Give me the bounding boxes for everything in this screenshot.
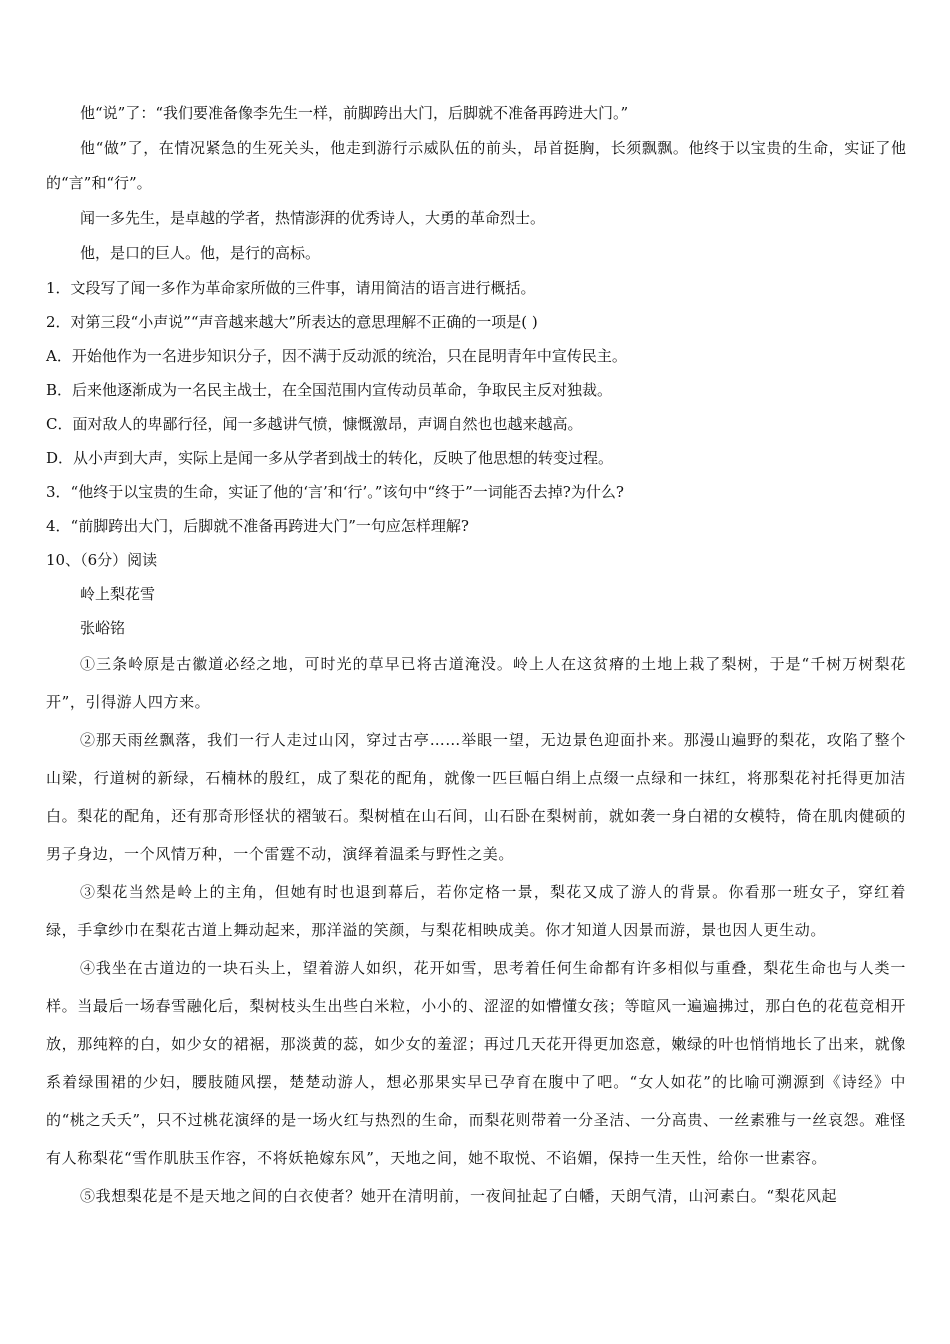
question-3: 3．“他终于以宝贵的生命，实证了他的‘言’和‘行’。”该句中“终于”一词能否去掉?为什么? bbox=[46, 483, 624, 501]
article-author: 张峪铭 bbox=[80, 619, 126, 637]
document-page bbox=[46, 96, 906, 1215]
article-paragraph-4: ④我坐在古道边的一块石头上，望着游人如织，花开如雪，思考着任何生命都有许多相似与重叠，梨花生命也与人类一样。当最后一场春雪融化后，梨树枝头生出些白米粒，小小的、涩涩的如懵懂女孩；等暄风一遍遍拂过，那白色的花苞竞相开放，那纯粹的白，如少女的裙裾，那淡黄的蕊，如少女的羞涩；再过几天花开得更加恣意，嫩绿的叶也悄悄地长了出来，就像系着绿围裙的少妇，腰肢随风摆，楚楚动游人，想必那果实早已孕育在腹中了吧。“女人如花”的比喻可溯源到《诗经》中的“桃之夭夭”，只不过桃花演绎的是一场火红与热烈的生命，而梨花则带着一分圣洁、一分高贵、一丝素雅与一丝哀怨。难怪有人称梨花“雪作肌肤玉作容，不将妖艳嫁东风”，天地之间，她不取悦、不谄媚，保持一生天性，给你一世素容。 bbox=[46, 959, 906, 1167]
article-paragraph-1: ①三条岭原是古徽道必经之地，可时光的草早已将古道淹没。岭上人在这贫瘠的土地上栽了梨树，于是“千树万树梨花开”，引得游人四方来。 bbox=[46, 655, 906, 711]
option-c: C．面对敌人的卑鄙行径，闻一多越讲气愤，慷慨激昂，声调自然也也越来越高。 bbox=[46, 415, 583, 433]
question-4: 4．“前脚跨出大门，后脚就不准备再跨进大门”一句应怎样理解? bbox=[46, 517, 469, 535]
article-paragraph-5: ⑤我想梨花是不是天地之间的白衣使者？她开在清明前，一夜间扯起了白幡，天朗气清，山河素白。“梨花风起 bbox=[80, 1187, 838, 1205]
article-paragraph-3: ③梨花当然是岭上的主角，但她有时也退到幕后，若你定格一景，梨花又成了游人的背景。你看那一班女子，穿红着绿，手拿纱巾在梨花古道上舞动起来，那洋溢的笑颜，与梨花相映成美。你才知道人因景而游，景也因人更生动。 bbox=[46, 883, 906, 939]
text-line-speech: 他“说”了：“我们要准备像李先生一样，前脚跨出大门，后脚就不准备再跨进大门。” bbox=[80, 104, 629, 122]
section-10-header: 10、（6分）阅读 bbox=[46, 551, 158, 569]
option-a: A．开始他作为一名进步知识分子，因不满于反动派的统治，只在昆明青年中宣传民主。 bbox=[46, 347, 627, 365]
question-2: 2．对第三段“小声说”“声音越来越大”所表达的意思理解不正确的一项是( ) bbox=[46, 313, 538, 331]
option-d: D．从小声到大声，实际上是闻一多从学者到战士的转化，反映了他思想的转变过程。 bbox=[46, 449, 614, 467]
option-b: B．后来他逐渐成为一名民主战士，在全国范围内宣传动员革命，争取民主反对独裁。 bbox=[46, 381, 613, 399]
text-line-summary: 闻一多先生，是卓越的学者，热情澎湃的优秀诗人，大勇的革命烈士。 bbox=[80, 209, 546, 227]
text-line-conclusion: 他，是口的巨人。他，是行的高标。 bbox=[80, 244, 321, 262]
question-1: 1．文段写了闻一多作为革命家所做的三件事，请用简洁的语言进行概括。 bbox=[46, 279, 536, 297]
article-title: 岭上梨花雪 bbox=[80, 585, 156, 603]
text-line-action: 他“做”了，在情况紧急的生死关头，他走到游行示威队伍的前头，昂首挺胸，长须飘飘。他终于以宝贵的生命，实证了他的“言”和“行”。 bbox=[46, 139, 906, 192]
article-paragraph-2: ②那天雨丝飘落，我们一行人走过山冈，穿过古亭……举眼一望，无边景色迎面扑来。那漫山遍野的梨花，攻陷了整个山梁，行道树的新绿，石楠林的殷红，成了梨花的配角，就像一匹巨幅白绢上点缀一点绿和一抹红，将那梨花衬托得更加洁白。梨花的配角，还有那奇形怪状的褶皱石。梨树植在山石间，山石卧在梨树前，就如袭一身白裙的女模特，倚在肌肉健硕的男子身边，一个风情万种，一个雷霆不动，演绎着温柔与野性之美。 bbox=[46, 731, 906, 863]
